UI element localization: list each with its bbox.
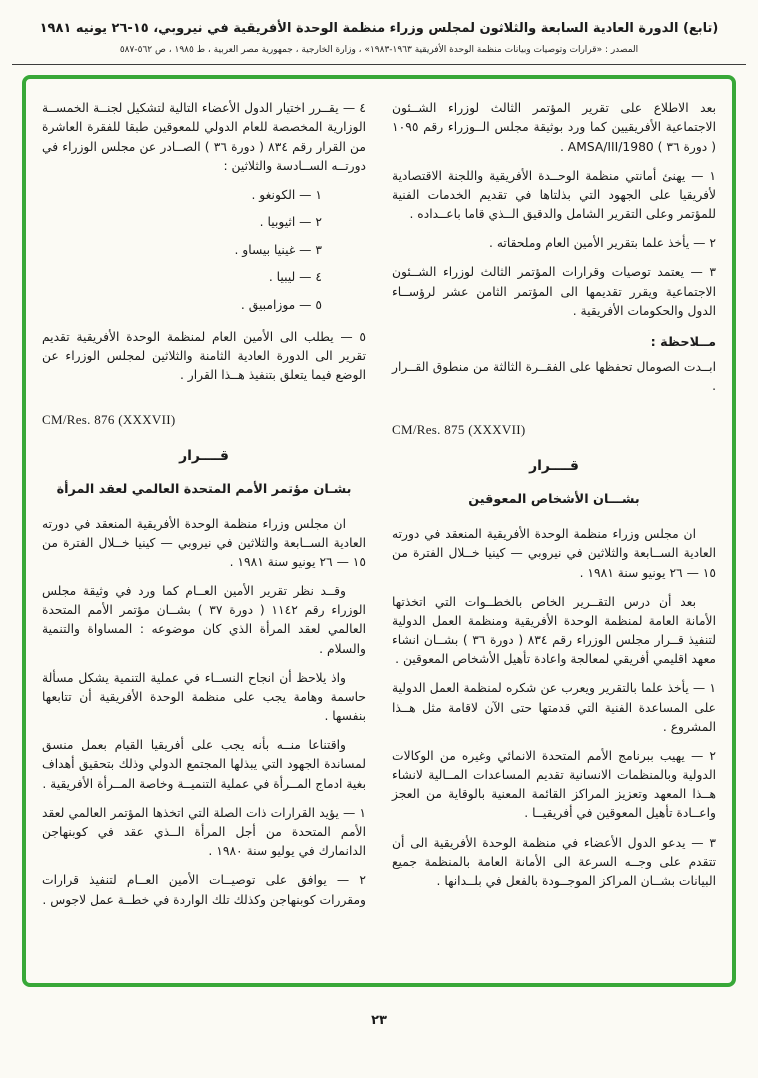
- paragraph-item-5: ٥ — يطلب الى الأمين العام لمنظمة الوحدة الأفريقية تقديم تقرير الى الدورة العادية الثامنة والثلاثين لمجلس الوزراء عن الوضع فيما يتعلق بتنفيذ هــذا القرار .: [42, 330, 366, 383]
- res876-paragraph: ان مجلس وزراء منظمة الوحدة الأفريقية المنعقد في دورته العادية الســابعة والثلاثين في نيروبي — كينيا خــلال الفترة من ١٥ — ٢٦ يونيو سنة ١٩٨١ .: [42, 516, 366, 569]
- res875-paragraph: ٣ — يدعو الدول الأعضاء في منظمة الوحدة الأفريقية الى أن تتقدم على وجــه السرعة الى الأمانة العامة بالمنظمة جميع البيانات بشــان المراكز الموجــودة بالفعل في بلــدانها .: [392, 835, 716, 888]
- column-left: [42, 99, 366, 969]
- res875-paragraph: بعد أن درس التقــرير الخاص بالخطــوات التي اتخذتها الأمانة العامة لمنظمة الوحدة الأفريقية ومنظمة العمل الدولية لتنفيذ قــرار مجلس الوزراء رقم ٨٣٤ ( دورة ٣٦ ) بشــان انشاء معهد اقليمي أفريقي لمعالجة واعادة تأهيل الأشخاص المعوقين .: [392, 594, 716, 667]
- document-source: المصدر : «قرارات وتوصيات وبيانات منظمة الوحدة الأفريقية ١٩٦٣-١٩٨٣» ، وزارة الخارجية ، جمهورية مصر العربية ، ط ١٩٨٥ ، ص ٥٦٢-٥٨٧: [119, 45, 639, 56]
- res876-paragraph: وقــد نظر تقرير الأمين العــام كما ورد في وثيقة مجلس الوزراء رقم ١١٤٢ ( دورة ٣٧ ) بشــان مؤتمر الأمم المتحدة العالمي لعقد المرأة الذي كان موضوعه : المساواة والتنمية والسلام .: [42, 584, 366, 656]
- res875-paragraph: ٢ — يهيب ببرنامج الأمم المتحدة الانمائي وغيره من الوكالات الدولية وبالمنظمات الانسانية تقديم المساعدات المــالية لانشاء هــذا المعهد وتعزيز المراكز القائمة المعنية بالوقاية من العجز واعــادة تأهيل المعوقين في أفريقيــا .: [392, 748, 716, 821]
- resolution-title-875: قــــرار: [529, 458, 579, 475]
- column-right: [392, 99, 716, 969]
- list-item: ٣ — غينيا بيساو .: [234, 242, 322, 257]
- document-title: (تابع) الدورة العادية السابعة والثلاثون لمجلس وزراء منظمة الوحدة الأفريقية في نيروبي، ١٥-٢٦ يونيه ١٩٨١: [39, 21, 719, 36]
- paragraph-item-1: ١ — يهنئ أمانتي منظمة الوحــدة الأفريقية واللجنة الاقتصادية لأفريقيا على الجهود التي بذلتاها في تقديم الخدمات الفنية للمؤتمر وعلى التقرير الشامل والدقيق الــذي قاما باعــداده .: [392, 168, 716, 222]
- resolution-subtitle-876: بشـان مؤتمر الأمم المتحدة العالمي لعقد المرأة: [56, 481, 352, 497]
- paragraph-item-4: ٤ — يقــرر اختيار الدول الأعضاء التالية لتشكيل لجنــة الخمســة الوزارية المخصصة للعام الدولي للمعوقين طبقا للفقرة العاشرة من القرار رقم ٨٣٤ ( دورة ٣٦ ) الصــادر عن مجلس الوزراء في دورتــه الســادسة والثلاثين :: [42, 101, 366, 173]
- page-number: ٢٣: [371, 1013, 387, 1029]
- resolution-title-876: قــــرار: [179, 447, 229, 464]
- content-frame: [22, 75, 736, 987]
- paragraph-item-2: ٢ — يأخذ علما بتقرير الأمين العام وملحقاته .: [489, 236, 716, 251]
- paragraph-item-3: ٣ — يعتمد توصيات وقرارات المؤتمر الثالث لوزراء الشــئون الاجتماعية ويقرر تقديمها الى المؤتمر الثامن عشر لرؤســاء الدول والحكومات الأفريقية .: [392, 265, 716, 318]
- res876-paragraph: ١ — يؤيد القرارات ذات الصلة التي اتخذها المؤتمر العالمي لعقد الأمم المتحدة من أجل المرأة الــذي عقد في كوبنهاجن الدانمارك في يوليو سنة ١٩٨٠ .: [42, 805, 366, 859]
- res876-paragraph: واقتناعا منــه بأنه يجب على أفريقيا القيام بعمل منسق لمساندة الجهود التي يبذلها المجتمع الدولي وذلك بتحقيق أهداف بغية ادماج المــرأة في عملية التنميــة وخاصة المــرأة الأفريقية .: [42, 738, 366, 791]
- resolution-id-875: CM/Res. 875 (XXXVII): [392, 422, 526, 438]
- country-list: [42, 186, 322, 314]
- res875-paragraph: ١ — يأخذ علما بالتقرير ويعرب عن شكره لمنظمة العمل الدولية على المساعدة الفنية التي قدمتها حتى الآن لاقامة مثل هــذا المشروع .: [392, 681, 716, 734]
- note-body: ابــدت الصومال تحفظها على الفقــرة الثالثة من منطوق القــرار .: [392, 359, 716, 394]
- document-header: [0, 0, 758, 55]
- paragraph-intro: بعد الاطلاع على تقرير المؤتمر الثالث لوزراء الشــئون الاجتماعية الأفريقيين كما ورد بوثيقة مجلس الــوزراء رقم ١٠٩٥ ( دورة ٣٦ ) AMSA/III/1980 .: [392, 101, 716, 154]
- res876-paragraph: ٢ — يوافق على توصيــات الأمين العــام لتنفيذ قرارات ومقررات كوبنهاجن وكذلك تلك الواردة في خطــة عمل لاجوس .: [42, 873, 366, 907]
- res875-paragraph: ان مجلس وزراء منظمة الوحدة الأفريقية المنعقد في دورته العادية الســابعة والثلاثين في نيروبي — كينيا خــلال الفترة من ١٥ — ٢٦ يونيو سنة ١٩٨١ .: [392, 527, 716, 580]
- resolution-subtitle-875: بشـــان الأشخاص المعوقين: [468, 492, 640, 508]
- list-item: ٢ — اثيوبيا .: [259, 215, 322, 230]
- header-divider: [12, 64, 746, 65]
- list-item: ٤ — ليبيا .: [268, 270, 322, 285]
- note-heading: مــلاحظة :: [650, 334, 716, 350]
- list-item: ١ — الكونغو .: [251, 187, 322, 202]
- res876-paragraph: واذ يلاحظ أن انجاح النســاء في عملية التنمية يشكل مسألة حاسمة وهامة يجب على منظمة الوحدة الأفريقية أن تتابعها بنفسها .: [42, 670, 366, 724]
- list-item: ٥ — موزامبيق .: [240, 297, 322, 312]
- resolution-id-876: CM/Res. 876 (XXXVII): [42, 411, 176, 427]
- page-footer: [0, 1009, 758, 1028]
